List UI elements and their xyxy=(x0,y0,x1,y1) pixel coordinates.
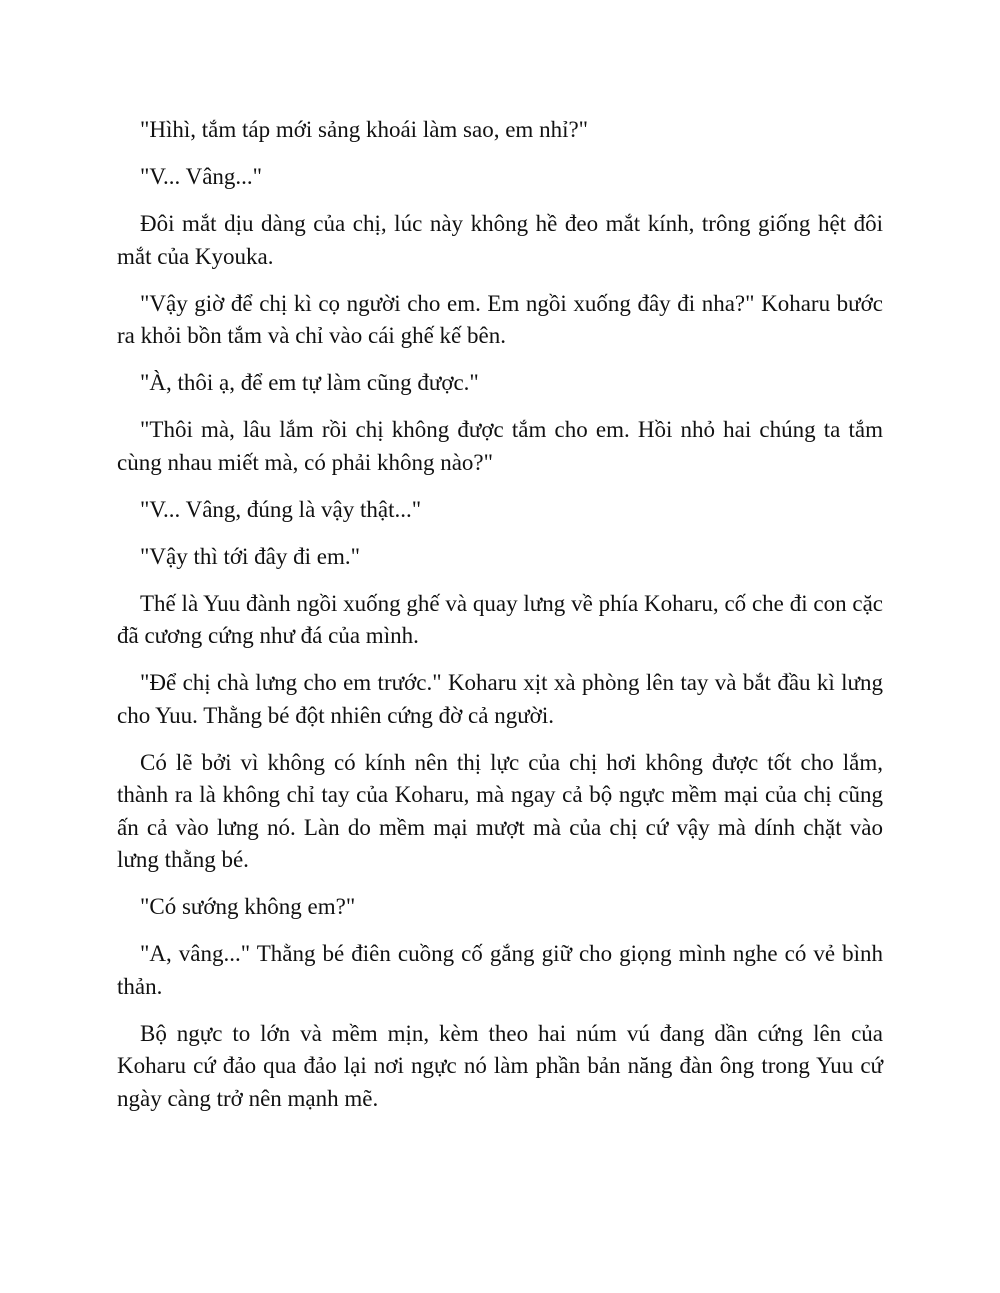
paragraph-7: "V... Vâng, đúng là vậy thật..." xyxy=(140,496,422,522)
paragraph-1: "Hìhì, tắm táp mới sảng khoái làm sao, em nhỉ?" xyxy=(140,117,589,142)
paragraph-8: "Vậy thì tới đây đi em." xyxy=(140,543,361,569)
paragraph-12: "Có sướng không em?" xyxy=(140,894,356,919)
paragraph-11: Có lẽ bởi vì không có kính nên thị lực của chị hơi không được tốt cho lắm, thành ra là không chỉ tay của Koharu, mà ngay cả bộ ngực mềm mại của chị cũng ấn cả vào lưng nó. Làn do mềm mại mượt mà của chị cứ vậy mà dính chặt vào lưng thằng bé. xyxy=(117,749,883,872)
paragraph-13: "A, vâng..." Thằng bé điên cuồng cố gắng giữ cho giọng mình nghe có vẻ bình thản. xyxy=(117,941,883,999)
paragraph-5: "À, thôi ạ, để em tự làm cũng được." xyxy=(140,370,479,395)
paragraph-9: Thế là Yuu đành ngồi xuống ghế và quay lưng về phía Koharu, cố che đi con cặc đã cương cứng như đá của mình. xyxy=(117,590,883,648)
paragraph-4: "Vậy giờ để chị kì cọ người cho em. Em ngồi xuống đây đi nha?" Koharu bước ra khỏi bồn tắm và chỉ vào cái ghế kế bên. xyxy=(117,290,883,348)
paragraph-6: "Thôi mà, lâu lắm rồi chị không được tắm cho em. Hồi nhỏ hai chúng ta tắm cùng nhau miết mà, có phải không nào?" xyxy=(117,417,883,475)
paragraph-2: "V... Vâng..." xyxy=(140,164,263,189)
paragraph-3: Đôi mắt dịu dàng của chị, lúc này không hề đeo mắt kính, trông giống hệt đôi mắt của Kyouka. xyxy=(117,211,883,269)
document-page xyxy=(117,114,883,1130)
paragraph-10: "Để chị chà lưng cho em trước." Koharu xịt xà phòng lên tay và bắt đầu kì lưng cho Yuu. Thằng bé đột nhiên cứng đờ cả người. xyxy=(117,670,883,728)
paragraph-14: Bộ ngực to lớn và mềm mịn, kèm theo hai núm vú đang dần cứng lên của Koharu cứ đảo qua đảo lại nơi ngực nó làm phần bản năng đàn ông trong Yuu cứ ngày càng trở nên mạnh mẽ. xyxy=(117,1020,883,1111)
